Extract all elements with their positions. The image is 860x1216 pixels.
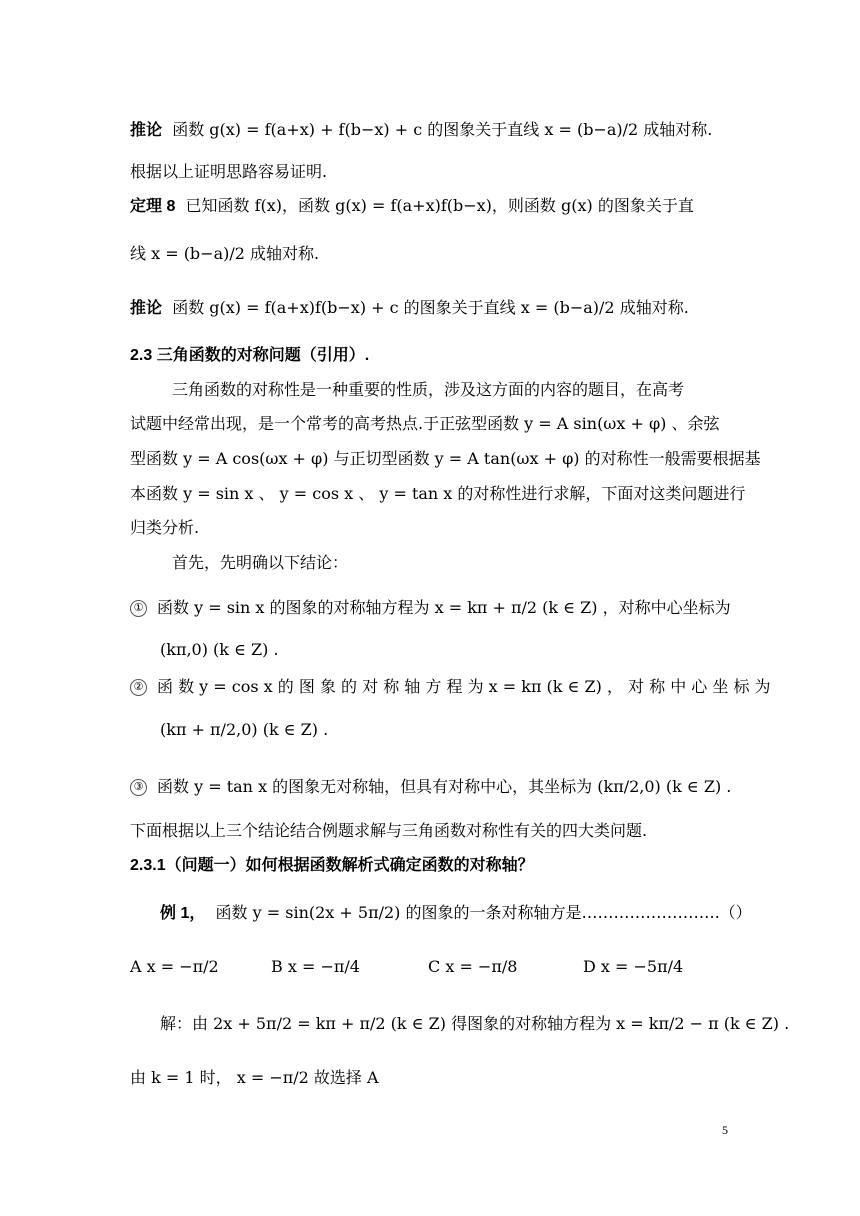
corollary-label: 推论	[130, 122, 163, 139]
theorem-text: 已知函数 f(x)，函数 g(x) = f(a+x)f(b−x)，则函数 g(x) 的图象关于直	[185, 196, 694, 215]
paragraph-line: 试题中经常出现，是一个常考的高考热点.于正弦型函数 y = A sin(ωx + φ) 、余弦	[130, 414, 720, 433]
theorem-8	[130, 196, 694, 217]
paragraph-line: 根据以上证明思路容易证明.	[130, 162, 328, 181]
paragraph-line: 下面根据以上三个结论结合例题求解与三角函数对称性有关的四大类问题.	[130, 821, 648, 840]
option-a: A x = −π/2	[130, 957, 219, 976]
example-label: 例 1，	[160, 905, 206, 922]
option-c: C x = −π/8	[428, 957, 518, 976]
paragraph-line: 型函数 y = A cos(ωx + φ) 与正切型函数 y = A tan(ωx + φ) 的对称性一般需要根据基	[130, 449, 761, 468]
conclusion-continued: (kπ,0) (k ∈ Z) .	[160, 640, 279, 659]
example-text: 函数 y = sin(2x + 5π/2) 的图象的一条对称轴方是……………………..（）	[215, 903, 752, 922]
conclusion-continued: (kπ + π/2,0) (k ∈ Z) .	[160, 720, 329, 739]
solution-line: 解：由 2x + 5π/2 = kπ + π/2 (k ∈ Z) 得图象的对称轴方程为 x = kπ/2 − π (k ∈ Z) .	[160, 1014, 790, 1033]
corollary-1	[130, 120, 712, 141]
corollary-label: 推论	[130, 300, 163, 317]
solution-line: 由 k = 1 时， x = −π/2 故选择 A	[130, 1068, 379, 1087]
conclusion-text: 函 数 y = cos x 的 图 象 的 对 称 轴 方 程 为 x = kπ (k ∈ Z) ， 对 称 中 心 坐 标 为	[157, 677, 771, 696]
theorem-label: 定理 8	[130, 198, 176, 215]
corollary-text: 函数 g(x) = f(a+x) + f(b−x) + c 的图象关于直线 x = (b−a)/2 成轴对称.	[172, 120, 713, 139]
option-b: B x = −π/4	[271, 957, 360, 976]
circled-number: ②	[130, 679, 147, 696]
conclusion-text: 函数 y = sin x 的图象的对称轴方程为 x = kπ + π/2 (k ∈ Z) ，对称中心坐标为	[157, 598, 731, 617]
paragraph-line: 三角函数的对称性是一种重要的性质，涉及这方面的内容的题目，在高考	[172, 380, 685, 399]
paragraph-line: 首先，先明确以下结论：	[172, 553, 349, 572]
conclusion-1	[130, 598, 731, 618]
circled-number: ③	[130, 779, 147, 796]
conclusion-text: 函数 y = tan x 的图象无对称轴，但具有对称中心，其坐标为 (kπ/2,0) (k ∈ Z) .	[157, 777, 732, 796]
page-number: 5	[722, 1123, 728, 1137]
option-d: D x = −5π/4	[583, 957, 684, 976]
paragraph-line: 本函数 y = sin x 、 y = cos x 、 y = tan x 的对称性进行求解，下面对这类问题进行	[130, 484, 746, 503]
circled-number: ①	[130, 600, 147, 617]
example-1	[160, 903, 752, 924]
section-heading: 2.3 三角函数的对称问题（引用）.	[130, 347, 370, 364]
conclusion-3	[130, 777, 731, 797]
paragraph-line: 归类分析.	[130, 518, 200, 537]
subsection-heading: 2.3.1（问题一）如何根据函数解析式确定函数的对称轴？	[130, 857, 534, 874]
theorem-continued: 线 x = (b−a)/2 成轴对称.	[130, 244, 320, 263]
corollary-2	[130, 298, 689, 319]
conclusion-2	[130, 677, 771, 697]
corollary-text: 函数 g(x) = f(a+x)f(b−x) + c 的图象关于直线 x = (b−a)/2 成轴对称.	[172, 298, 689, 317]
